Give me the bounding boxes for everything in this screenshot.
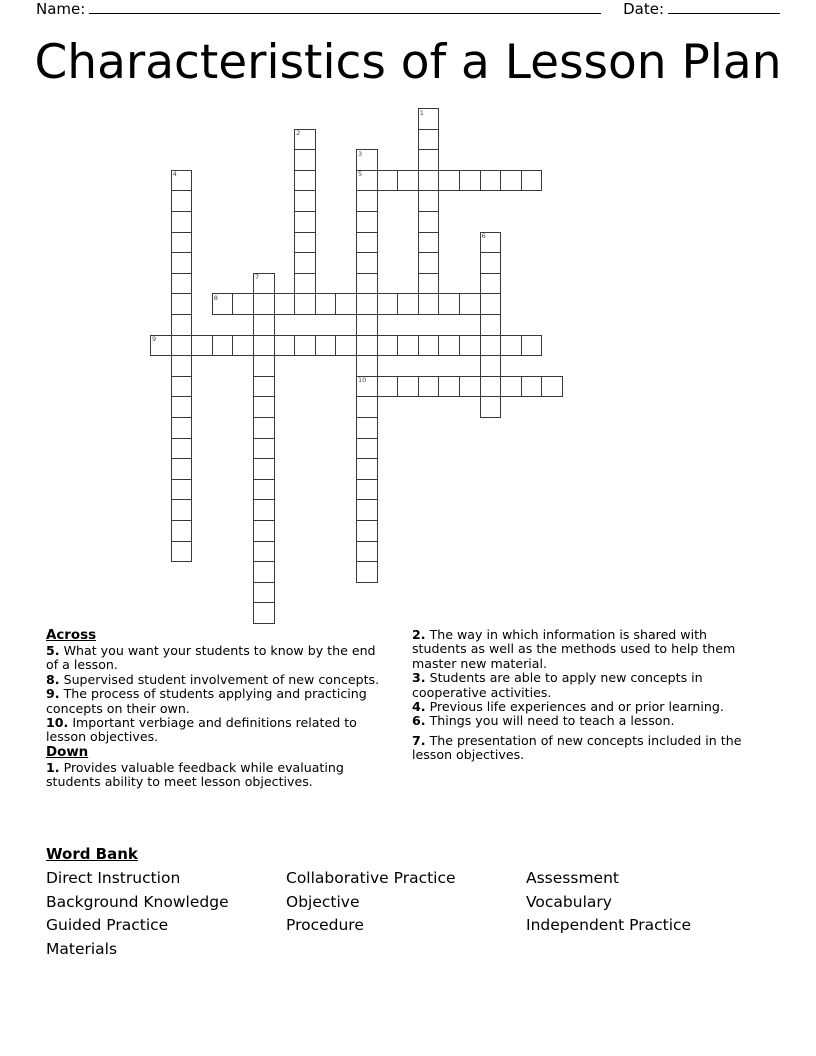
- crossword-cell[interactable]: [356, 376, 378, 398]
- crossword-cell[interactable]: [459, 170, 481, 192]
- clue-number: 7.: [412, 732, 426, 748]
- crossword-cell[interactable]: [377, 376, 399, 398]
- crossword-cell[interactable]: [397, 293, 419, 315]
- crossword-cell[interactable]: [500, 335, 522, 357]
- word-bank-item: Objective: [286, 892, 360, 911]
- crossword-cell[interactable]: [356, 438, 378, 460]
- crossword-cell[interactable]: [500, 376, 522, 398]
- clue-down-3: [412, 671, 752, 700]
- crossword-cell[interactable]: [438, 170, 460, 192]
- crossword-cell[interactable]: [171, 273, 193, 295]
- crossword-cell[interactable]: [418, 252, 440, 274]
- crossword-cell[interactable]: [356, 355, 378, 377]
- word-bank: [46, 845, 776, 960]
- crossword-cell[interactable]: [253, 561, 275, 583]
- crossword-cell[interactable]: [418, 170, 440, 192]
- word-bank-heading: Word Bank: [46, 845, 138, 863]
- crossword-cell[interactable]: [459, 293, 481, 315]
- crossword-cell[interactable]: [480, 376, 502, 398]
- crossword-cell-number: 10: [358, 376, 367, 385]
- crossword-cell[interactable]: [377, 293, 399, 315]
- crossword-cell[interactable]: [418, 108, 440, 130]
- crossword-cell[interactable]: [480, 314, 502, 336]
- crossword-cell[interactable]: [521, 376, 543, 398]
- crossword-cell-number: 4: [172, 170, 177, 179]
- crossword-cell[interactable]: [253, 355, 275, 377]
- clue-number: 9.: [46, 686, 60, 702]
- word-bank-item: Assessment: [526, 869, 619, 887]
- crossword-cell[interactable]: [377, 335, 399, 357]
- crossword-cell[interactable]: [294, 293, 316, 315]
- crossword-cell[interactable]: [438, 293, 460, 315]
- crossword-cell[interactable]: [274, 335, 296, 357]
- crossword-cell[interactable]: [377, 170, 399, 192]
- crossword-cell-number: 2: [296, 129, 301, 138]
- crossword-cell[interactable]: [356, 252, 378, 274]
- clue-text: The presentation of new concepts included in the lesson objectives.: [412, 732, 742, 763]
- crossword-cell[interactable]: [356, 561, 378, 583]
- crossword-cell[interactable]: [480, 273, 502, 295]
- crossword-cell[interactable]: [356, 520, 378, 542]
- clue-number: 4.: [412, 699, 426, 715]
- crossword-cell[interactable]: [232, 293, 254, 315]
- clue-down-7: [412, 734, 752, 763]
- crossword-cell[interactable]: [253, 602, 275, 624]
- clue-text: Supervised student involvement of new concepts.: [63, 671, 380, 687]
- crossword-cell[interactable]: [171, 314, 193, 336]
- clue-number: 6.: [412, 713, 426, 729]
- crossword-cell[interactable]: [480, 396, 502, 418]
- crossword-cell[interactable]: [253, 293, 275, 315]
- word-bank-item: Guided Practice: [46, 916, 169, 935]
- crossword-cell[interactable]: [253, 396, 275, 418]
- crossword-cell[interactable]: [212, 293, 234, 315]
- clues-column-right: [412, 628, 752, 763]
- crossword-cell[interactable]: [253, 335, 275, 357]
- crossword-cell[interactable]: [171, 170, 193, 192]
- crossword-cell[interactable]: [171, 499, 193, 521]
- clue-across-9: [46, 687, 391, 716]
- crossword-cell[interactable]: [356, 232, 378, 254]
- crossword-cell-number: 7: [255, 273, 260, 282]
- clues-section: [0, 628, 816, 838]
- crossword-cell[interactable]: [521, 170, 543, 192]
- crossword-cell[interactable]: [356, 190, 378, 212]
- clue-text: Previous life experiences and or prior learning.: [429, 699, 724, 715]
- crossword-cell[interactable]: [171, 541, 193, 563]
- crossword-cell[interactable]: [459, 335, 481, 357]
- crossword-cell[interactable]: [480, 293, 502, 315]
- crossword-cell[interactable]: [171, 211, 193, 233]
- crossword-cell[interactable]: [356, 499, 378, 521]
- crossword-cell[interactable]: [253, 314, 275, 336]
- crossword-cell[interactable]: [171, 479, 193, 501]
- word-bank-item: Vocabulary: [526, 892, 612, 911]
- clue-text: Important verbiage and definitions related to lesson objectives.: [46, 715, 357, 745]
- crossword-cell[interactable]: [294, 129, 316, 151]
- crossword-cell[interactable]: [335, 335, 357, 357]
- word-bank-item: Independent Practice: [526, 916, 692, 935]
- crossword-cell[interactable]: [335, 293, 357, 315]
- crossword-cell[interactable]: [480, 170, 502, 192]
- word-bank-item: Direct Instruction: [46, 869, 181, 887]
- crossword-cell[interactable]: [253, 520, 275, 542]
- clue-number: 1.: [46, 759, 60, 775]
- crossword-cell[interactable]: [418, 149, 440, 171]
- crossword-cell[interactable]: [397, 335, 419, 357]
- crossword-cell[interactable]: [459, 376, 481, 398]
- crossword-cell[interactable]: [480, 252, 502, 274]
- crossword-cell[interactable]: [418, 232, 440, 254]
- crossword-cell[interactable]: [253, 417, 275, 439]
- clue-down-6: [412, 714, 752, 728]
- word-bank-item: Collaborative Practice: [286, 869, 456, 887]
- crossword-cell[interactable]: [294, 252, 316, 274]
- crossword-cell[interactable]: [521, 335, 543, 357]
- crossword-cell[interactable]: [171, 376, 193, 398]
- crossword-cell[interactable]: [356, 396, 378, 418]
- crossword-cell[interactable]: [171, 417, 193, 439]
- crossword-cell[interactable]: [171, 252, 193, 274]
- crossword-cell[interactable]: [418, 129, 440, 151]
- crossword-cell[interactable]: [171, 396, 193, 418]
- crossword-cell[interactable]: [171, 438, 193, 460]
- clue-text: The way in which information is shared with students as well as the methods used to help them master new material.: [412, 627, 736, 671]
- word-bank-list: [46, 867, 776, 960]
- crossword-cell[interactable]: [480, 355, 502, 377]
- crossword-cell[interactable]: [294, 170, 316, 192]
- crossword-cell[interactable]: [418, 376, 440, 398]
- word-bank-item: Materials: [46, 939, 118, 958]
- clue-down-2: [412, 628, 752, 671]
- word-bank-item: Background Knowledge: [46, 892, 229, 911]
- crossword-cell[interactable]: [356, 479, 378, 501]
- crossword-cell[interactable]: [253, 458, 275, 480]
- crossword-cell[interactable]: [253, 438, 275, 460]
- page-title: Characteristics of a Lesson Plan: [34, 35, 782, 90]
- crossword-cell[interactable]: [294, 273, 316, 295]
- crossword-cell[interactable]: [294, 232, 316, 254]
- clue-down-1: [46, 761, 391, 790]
- crossword-cell[interactable]: [232, 335, 254, 357]
- word-bank-item: Procedure: [286, 916, 364, 935]
- clue-text: Students are able to apply new concepts in cooperative activities.: [412, 670, 703, 700]
- crossword-cell[interactable]: [171, 190, 193, 212]
- clues-column-left: [46, 628, 391, 790]
- crossword-cell[interactable]: [480, 232, 502, 254]
- name-label: Name:: [36, 0, 86, 18]
- across-heading: Across: [46, 628, 97, 643]
- crossword-cell[interactable]: [315, 335, 337, 357]
- clue-text: The process of students applying and practicing concepts on their own.: [46, 686, 367, 716]
- crossword-cell[interactable]: [294, 149, 316, 171]
- crossword-cell[interactable]: [418, 190, 440, 212]
- clue-number: 10.: [46, 715, 69, 731]
- crossword-cell[interactable]: [480, 335, 502, 357]
- crossword-cell[interactable]: [253, 376, 275, 398]
- crossword-cell[interactable]: [438, 376, 460, 398]
- crossword-cell-number: 9: [152, 335, 157, 344]
- crossword-cell[interactable]: [438, 335, 460, 357]
- crossword-cell[interactable]: [397, 170, 419, 192]
- crossword-cell[interactable]: [356, 149, 378, 171]
- crossword-cell[interactable]: [253, 273, 275, 295]
- down-heading: Down: [46, 744, 89, 760]
- crossword-cell[interactable]: [397, 376, 419, 398]
- crossword-cell[interactable]: [418, 211, 440, 233]
- crossword-cell[interactable]: [356, 170, 378, 192]
- clue-number: 2.: [412, 627, 426, 642]
- crossword-cell[interactable]: [171, 335, 193, 357]
- clue-number: 8.: [46, 671, 60, 687]
- crossword-cell[interactable]: [253, 541, 275, 563]
- crossword-cell[interactable]: [171, 232, 193, 254]
- crossword-cell-number: 1: [419, 108, 424, 117]
- crossword-cell[interactable]: [253, 582, 275, 604]
- date-label: Date:: [623, 0, 664, 18]
- crossword-cell[interactable]: [171, 355, 193, 377]
- crossword-cell[interactable]: [500, 170, 522, 192]
- crossword-cell[interactable]: [356, 211, 378, 233]
- crossword-cell[interactable]: [315, 293, 337, 315]
- crossword-cell[interactable]: [356, 335, 378, 357]
- clue-text: Provides valuable feedback while evaluating students ability to meet lesson objectives.: [46, 759, 344, 790]
- crossword-cell[interactable]: [541, 376, 563, 398]
- clue-text: What you want your students to know by the end of a lesson.: [46, 643, 376, 673]
- crossword-cell-number: 5: [358, 170, 363, 179]
- crossword-cell[interactable]: [356, 273, 378, 295]
- crossword-cell[interactable]: [212, 335, 234, 357]
- crossword-cell-number: 8: [213, 293, 218, 302]
- crossword-cell[interactable]: [356, 293, 378, 315]
- crossword-cell[interactable]: [294, 190, 316, 212]
- crossword-cell[interactable]: [171, 520, 193, 542]
- crossword-cell[interactable]: [274, 293, 296, 315]
- crossword-cell[interactable]: [418, 273, 440, 295]
- crossword-cell[interactable]: [150, 335, 172, 357]
- crossword-cell[interactable]: [171, 293, 193, 315]
- clue-number: 3.: [412, 670, 426, 686]
- crossword-cell[interactable]: [171, 458, 193, 480]
- clue-text: Things you will need to teach a lesson.: [429, 713, 675, 729]
- clue-across-5: [46, 644, 391, 673]
- clue-across-8: [46, 673, 391, 687]
- crossword-cell[interactable]: [356, 541, 378, 563]
- clue-down-4: [412, 700, 752, 714]
- crossword-cell[interactable]: [294, 211, 316, 233]
- clue-number: 5.: [46, 643, 60, 658]
- crossword-cell[interactable]: [418, 335, 440, 357]
- crossword-cell[interactable]: [294, 335, 316, 357]
- crossword-cell[interactable]: [356, 458, 378, 480]
- crossword-cell-number: 6: [481, 232, 486, 241]
- crossword-cell[interactable]: [191, 335, 213, 357]
- clue-across-10: [46, 716, 391, 745]
- crossword-cell-number: 3: [358, 149, 363, 158]
- crossword-cell[interactable]: [356, 314, 378, 336]
- crossword-cell[interactable]: [356, 417, 378, 439]
- crossword-cell[interactable]: [418, 293, 440, 315]
- crossword-cell[interactable]: [253, 479, 275, 501]
- crossword-cell[interactable]: [253, 499, 275, 521]
